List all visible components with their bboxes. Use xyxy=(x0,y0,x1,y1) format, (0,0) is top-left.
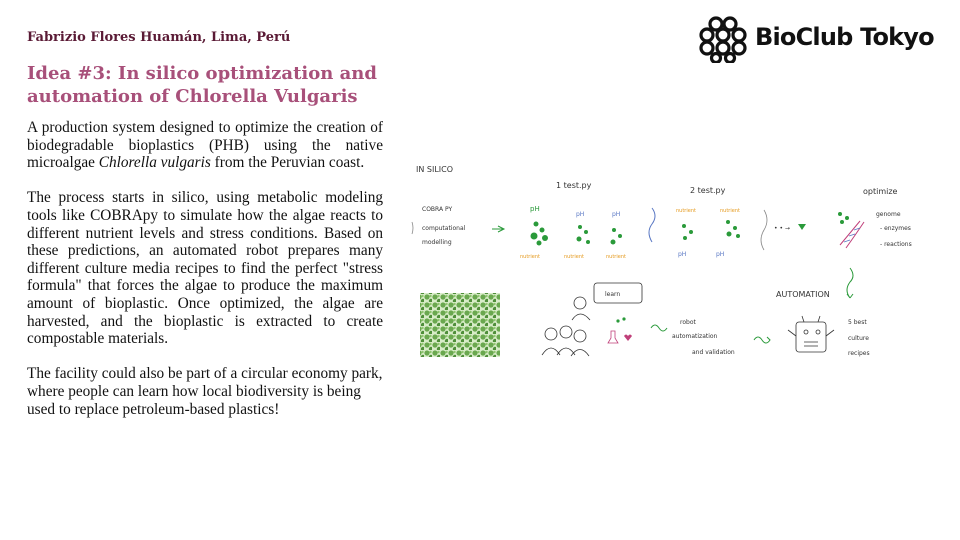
paragraph-intro-end: from the Peruvian coast. xyxy=(210,154,365,172)
label-ph-3: pH xyxy=(612,211,621,218)
label-cobrapy: COBRA PY xyxy=(422,206,453,213)
label-optimize: optimize xyxy=(863,187,898,196)
label-nutrient-3: nutrient xyxy=(606,254,626,260)
title-line-2: automation of Chlorella Vulgaris xyxy=(27,86,358,107)
logo-wordmark: BioClub Tokyo xyxy=(755,23,934,51)
description-text xyxy=(27,119,383,436)
label-modelling: modelling xyxy=(422,239,452,246)
label-automation: AUTOMATION xyxy=(776,290,830,299)
label-nutrient-1: nutrient xyxy=(520,254,540,260)
process-sketch xyxy=(408,150,938,370)
label-nutrient-4: nutrient xyxy=(676,208,696,214)
slide-title xyxy=(27,62,407,108)
paragraph-circular-economy: The facility could also be part of a circular economy park, where people can learn how local biodiversity is being used to replace petroleum-based plastics! xyxy=(27,365,383,418)
title-line-1: Idea #3: In silico optimization and xyxy=(27,63,377,84)
label-test2: 2 test.py xyxy=(690,186,726,195)
label-learn: learn xyxy=(605,291,621,298)
bioclub-cells-logo-icon xyxy=(697,15,749,63)
svg-text:• • →: • • → xyxy=(774,225,790,232)
label-robot: robot xyxy=(680,319,696,326)
species-name: Chlorella vulgaris xyxy=(98,154,211,172)
label-ph-2: pH xyxy=(576,211,585,218)
label-culture: culture xyxy=(848,335,869,342)
label-test1: 1 test.py xyxy=(556,181,592,190)
label-validation: and validation xyxy=(692,349,735,356)
label-nutrient-5: nutrient xyxy=(720,208,740,214)
flask-group-2 xyxy=(676,208,740,258)
label-recipes: recipes xyxy=(848,350,870,357)
flask-group-1 xyxy=(520,205,626,260)
people-sketch xyxy=(542,283,642,356)
label-genome: genome xyxy=(876,211,901,218)
paragraph-intro xyxy=(27,119,383,172)
label-automatization: automatization xyxy=(672,333,718,340)
robot-sketch xyxy=(788,316,834,352)
label-ph-4: pH xyxy=(678,251,687,258)
algae-microscope-photo xyxy=(420,293,500,357)
label-ph-5: pH xyxy=(716,251,725,258)
label-reactions: - reactions xyxy=(880,241,912,248)
dna-group xyxy=(838,211,912,248)
paragraph-process: The process starts in silico, using metabolic modeling tools like COBRApy to simulate how the algae reacts to different nutrient levels and stress conditions. Based on these predictions, an automated robot prepares many different culture media recipes to find the perfect "stress formula" that forces the algae to produce the maximum amount of bioplastic. Once optimized, the algae are harvested, and the bioplastic is extracted to create compostable materials. xyxy=(27,189,383,348)
author-line: Fabrizio Flores Huamán, Lima, Perú xyxy=(27,30,291,45)
label-in-silico: IN SILICO xyxy=(416,165,454,174)
label-enzymes: - enzymes xyxy=(880,225,911,232)
paragraph-intro-start: A production system designed to optimize the creation of biodegradable bioplastics (PHB) using the native microalgae xyxy=(27,119,383,172)
label-5-best: 5 best xyxy=(848,319,867,326)
label-nutrient-2: nutrient xyxy=(564,254,584,260)
label-computational: computational xyxy=(422,225,466,232)
bioclub-logo xyxy=(697,15,947,63)
label-ph-1: pH xyxy=(530,205,540,213)
